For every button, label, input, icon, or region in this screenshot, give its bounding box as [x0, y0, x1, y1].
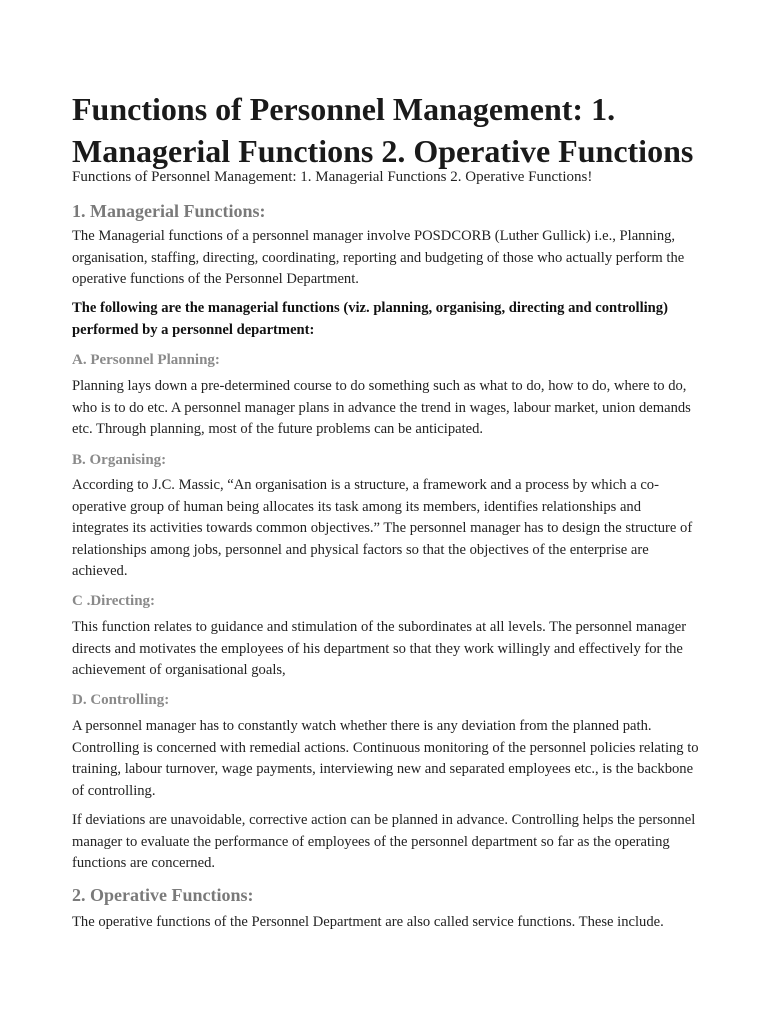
heading-managerial-functions: 1. Managerial Functions: — [72, 201, 266, 221]
heading-controlling: D. Controlling: — [72, 692, 170, 708]
paragraph-managerial-intro: The Managerial functions of a personnel manager involve POSDCORB (Luther Gullick) i.e., Planning, organisation, staffing, directing, coordinating, reporting and budgeting of those who actually perform the operative functions of the Personnel Department. — [72, 228, 685, 287]
paragraph-controlling-1: A personnel manager has to constantly watch whether there is any deviation from the planned path. Controlling is concerned with remedial actions. Continuous monitoring of the personnel policies relating to training, labour turnover, wage payments, interviewing new and separated employees etc., is the backbone of controlling. — [72, 718, 699, 799]
paragraph-controlling-2: If deviations are unavoidable, corrective action can be planned in advance. Controlling helps the personnel manager to evaluate the performance of employees of the personnel department so far as the operating functions are concerned. — [72, 812, 696, 871]
heading-organising: B. Organising: — [72, 452, 167, 468]
heading-directing: C .Directing: — [72, 593, 156, 609]
paragraph-operative-intro: The operative functions of the Personnel Department are also called service functions. These include. — [72, 914, 664, 930]
paragraph-managerial-lead: The following are the managerial functions (viz. planning, organising, directing and controlling) performed by a personnel department: — [72, 300, 668, 338]
page-title: Functions of Personnel Management: 1. Managerial Functions 2. Operative Functions — [72, 91, 694, 169]
paragraph-personnel-planning: Planning lays down a pre-determined course to do something such as what to do, how to do, where to do, who is to do etc. A personnel manager plans in advance the trend in wages, labour market, union demands etc. Through planning, most of the future problems can be anticipated. — [72, 378, 691, 437]
paragraph-directing: This function relates to guidance and stimulation of the subordinates at all levels. The personnel manager directs and motivates the employees of his department so that they work willingly and effectively for the achievement of organisational goals, — [72, 619, 687, 678]
heading-operative-functions: 2. Operative Functions: — [72, 885, 254, 905]
heading-personnel-planning: A. Personnel Planning: — [72, 352, 220, 368]
paragraph-organising: According to J.C. Massic, “An organisation is a structure, a framework and a process by which a co-operative group of human being allocates its task among its members, identifies relationships and integrates its activities towards common objectives.” The personnel manager has to design the structure of relationships among jobs, personnel and physical factors so that the objectives of the enterprise are achieved. — [72, 477, 693, 579]
article-subtitle: Functions of Personnel Management: 1. Managerial Functions 2. Operative Functions! — [72, 169, 593, 185]
